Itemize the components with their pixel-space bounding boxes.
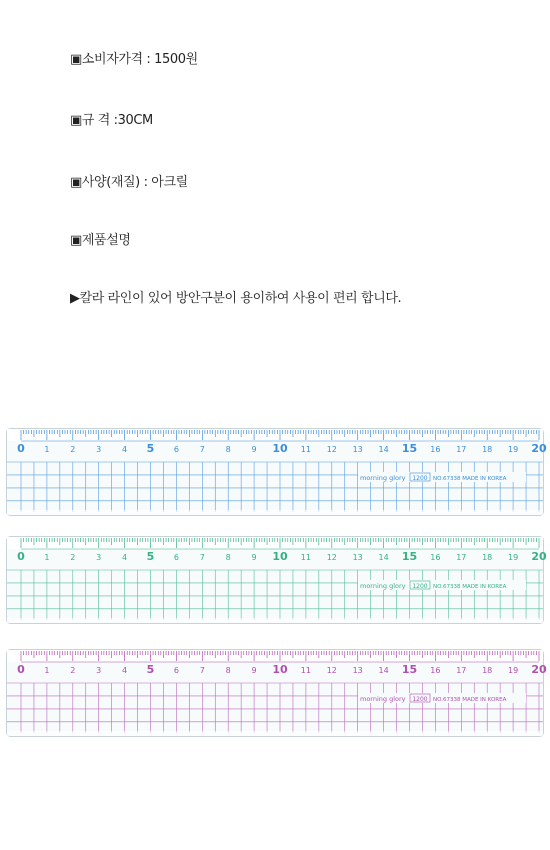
scale-number: 0 [17,663,25,676]
scale-number: 12 [326,445,337,454]
scale-number: 4 [122,553,128,562]
spec-description-text: ▶칼라 라인이 있어 방안구분이 용이하여 사용이 편리 합니다. [70,291,402,306]
mm-ticks [21,430,539,440]
model-label: NO.67338 MADE IN KOREA [433,697,507,703]
scale-number: 20 [531,442,547,455]
scale-number: 12 [326,553,337,562]
scale-number: 6 [173,445,179,454]
scale-number: 12 [326,666,337,675]
scale-number: 16 [430,553,441,562]
scale-number: 1 [44,666,50,675]
brand-label: morning glory [360,582,406,590]
scale-number: 14 [378,445,389,454]
ruler-green [6,536,547,624]
scale-number: 15 [401,550,418,563]
scale-number: 6 [173,666,179,675]
ruler-svg [6,536,547,624]
scale-number: 0 [17,550,25,563]
scale-number: 6 [173,553,179,562]
ruler-svg [6,649,547,737]
ruler-purple [6,649,547,737]
brand-label: morning glory [360,474,406,482]
scale-number: 19 [508,445,519,454]
scale-number: 10 [272,550,288,563]
scale-number: 20 [531,550,547,563]
scale-number: 8 [225,666,231,675]
scale-number: 2 [70,445,76,454]
model-label: NO.67338 MADE IN KOREA [433,476,507,482]
scale-number: 11 [300,445,311,454]
scale-number: 9 [251,666,257,675]
scale-number: 7 [199,666,205,675]
code-label: 1200 [412,696,428,703]
ruler-blue [6,428,547,516]
scale-number: 7 [199,553,205,562]
scale-number: 19 [508,666,519,675]
scale-number: 17 [456,445,467,454]
scale-number: 9 [251,553,257,562]
scale-number: 16 [430,445,441,454]
scale-number: 2 [70,666,76,675]
mm-ticks [21,538,539,548]
scale-number: 17 [456,666,467,675]
scale-number: 4 [122,445,128,454]
scale-number: 15 [401,442,418,455]
mm-ticks [21,651,539,661]
scale-number: 14 [378,666,389,675]
scale-number: 10 [272,442,288,455]
scale-number: 0 [17,442,25,455]
scale-number: 5 [146,550,155,563]
brand-label: morning glory [360,695,406,703]
scale-number: 13 [352,553,363,562]
scale-number: 4 [122,666,128,675]
ruler-svg [6,428,547,516]
scale-number: 1 [44,553,50,562]
scale-number: 5 [146,663,155,676]
code-label: 1200 [412,475,428,482]
scale-number: 9 [251,445,257,454]
scale-number: 18 [482,553,493,562]
scale-number: 18 [482,445,493,454]
spec-material: ▣사양(재질) : 아크릴 [70,175,188,190]
scale-number: 14 [378,553,389,562]
scale-number: 7 [199,445,205,454]
model-label: NO.67338 MADE IN KOREA [433,584,507,590]
scale-number: 2 [70,553,76,562]
scale-number: 8 [225,445,231,454]
scale-number: 5 [146,442,155,455]
scale-number: 11 [300,666,311,675]
scale-number: 10 [272,663,288,676]
scale-number: 3 [96,666,102,675]
scale-number: 13 [352,666,363,675]
spec-description-title: ▣제품설명 [70,233,131,248]
scale-number: 16 [430,666,441,675]
scale-number: 15 [401,663,418,676]
scale-number: 11 [300,553,311,562]
spec-size: ▣규 격 :30CM [70,113,153,128]
spec-price: ▣소비자가격 : 1500원 [70,52,198,67]
scale-number: 13 [352,445,363,454]
scale-number: 19 [508,553,519,562]
code-label: 1200 [412,583,428,590]
scale-number: 18 [482,666,493,675]
scale-number: 3 [96,445,102,454]
scale-number: 17 [456,553,467,562]
scale-number: 3 [96,553,102,562]
scale-number: 1 [44,445,50,454]
scale-number: 8 [225,553,231,562]
scale-number: 20 [531,663,547,676]
